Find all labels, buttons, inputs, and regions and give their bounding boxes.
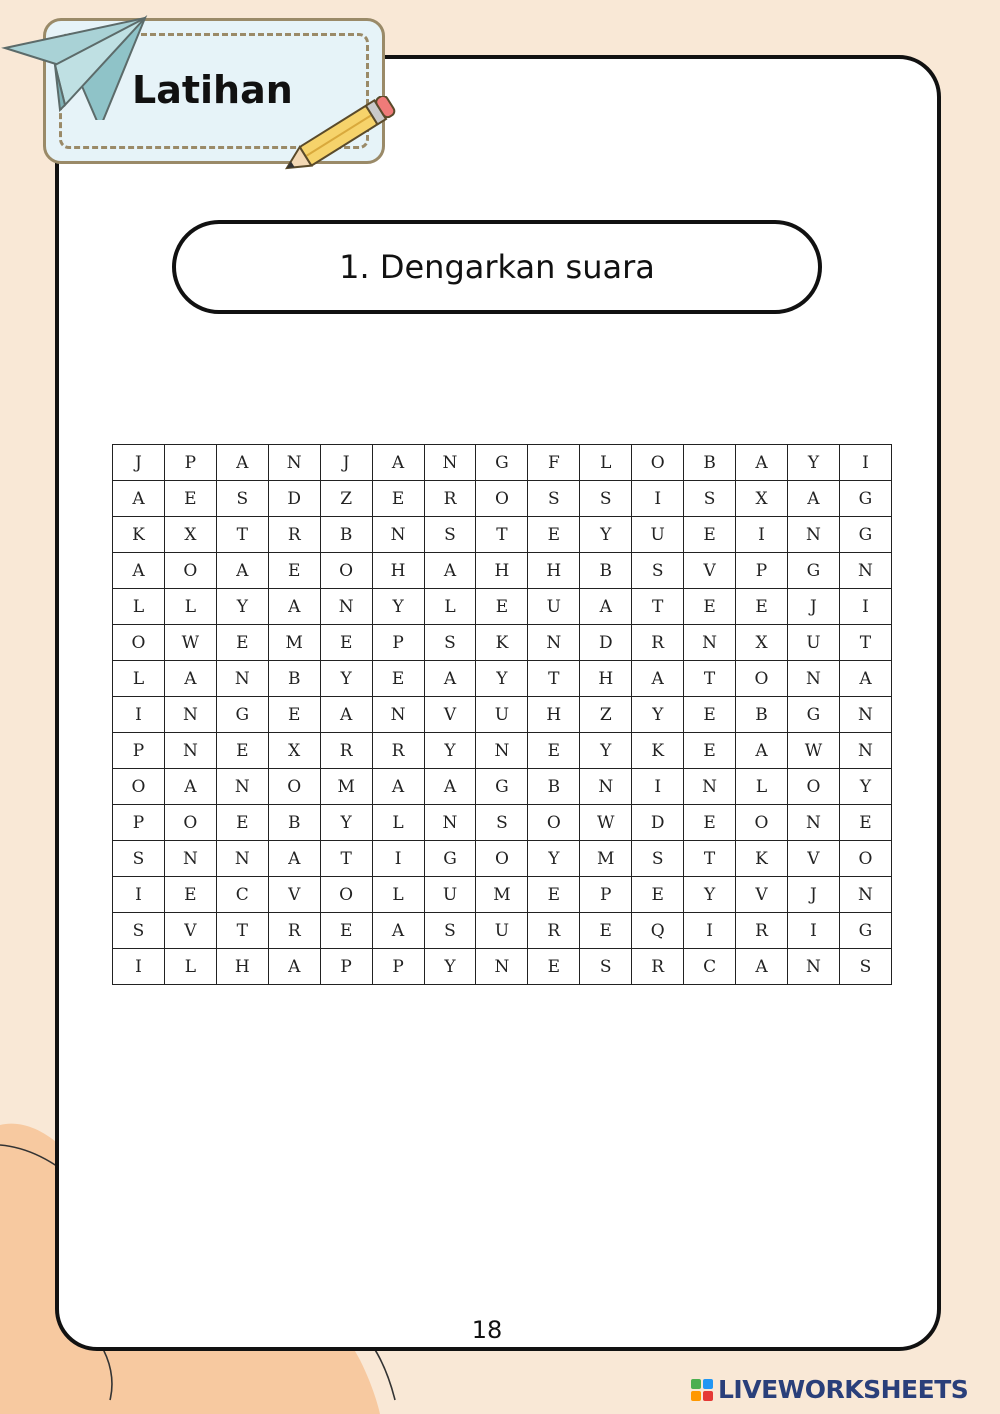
grid-cell[interactable]: S (113, 913, 165, 949)
grid-cell[interactable]: L (580, 445, 632, 481)
grid-cell[interactable]: A (424, 769, 476, 805)
grid-cell[interactable]: J (787, 589, 839, 625)
grid-cell[interactable]: G (839, 517, 891, 553)
grid-row (113, 913, 892, 949)
grid-cell[interactable]: N (580, 769, 632, 805)
grid-cell[interactable]: S (580, 481, 632, 517)
grid-cell[interactable]: N (476, 949, 528, 985)
grid-cell[interactable]: Y (787, 445, 839, 481)
grid-cell[interactable]: S (632, 553, 684, 589)
grid-cell[interactable]: Y (528, 841, 580, 877)
grid-cell[interactable]: K (736, 841, 788, 877)
grid-cell[interactable]: E (216, 805, 268, 841)
grid-cell[interactable]: A (372, 769, 424, 805)
grid-cell[interactable]: S (113, 841, 165, 877)
grid-cell[interactable]: Y (580, 517, 632, 553)
grid-cell[interactable]: C (216, 877, 268, 913)
grid-cell[interactable]: N (839, 877, 891, 913)
grid-cell[interactable]: Y (320, 661, 372, 697)
grid-cell[interactable]: A (839, 661, 891, 697)
grid-row (113, 553, 892, 589)
grid-cell[interactable]: T (528, 661, 580, 697)
grid-cell[interactable]: G (476, 445, 528, 481)
grid-cell[interactable]: A (632, 661, 684, 697)
grid-cell[interactable]: P (580, 877, 632, 913)
grid-cell[interactable]: G (476, 769, 528, 805)
grid-row (113, 877, 892, 913)
grid-row (113, 841, 892, 877)
grid-cell[interactable]: P (113, 805, 165, 841)
grid-cell[interactable]: A (216, 553, 268, 589)
grid-cell[interactable]: L (372, 805, 424, 841)
grid-cell[interactable]: E (164, 877, 216, 913)
grid-cell[interactable]: N (372, 697, 424, 733)
grid-cell[interactable]: A (320, 697, 372, 733)
grid-cell[interactable]: E (320, 913, 372, 949)
grid-cell[interactable]: Y (424, 949, 476, 985)
grid-cell[interactable]: E (684, 589, 736, 625)
grid-cell[interactable]: D (268, 481, 320, 517)
grid-cell[interactable]: E (684, 517, 736, 553)
grid-cell[interactable]: M (476, 877, 528, 913)
grid-cell[interactable]: Q (632, 913, 684, 949)
grid-cell[interactable]: T (839, 625, 891, 661)
grid-cell[interactable]: T (216, 913, 268, 949)
grid-cell[interactable]: S (424, 913, 476, 949)
grid-cell[interactable]: S (580, 949, 632, 985)
grid-cell[interactable]: P (372, 949, 424, 985)
grid-cell[interactable]: X (736, 625, 788, 661)
section-heading: 1. Dengarkan suara (172, 220, 822, 314)
grid-cell[interactable]: T (632, 589, 684, 625)
grid-cell[interactable]: A (736, 445, 788, 481)
grid-cell[interactable]: I (787, 913, 839, 949)
grid-cell[interactable]: V (164, 913, 216, 949)
grid-cell[interactable]: R (424, 481, 476, 517)
grid-cell[interactable]: O (632, 445, 684, 481)
grid-cell[interactable]: X (736, 481, 788, 517)
grid-cell[interactable]: J (787, 877, 839, 913)
grid-cell[interactable]: S (476, 805, 528, 841)
grid-cell[interactable]: U (632, 517, 684, 553)
grid-cell[interactable]: P (736, 553, 788, 589)
grid-cell[interactable]: T (216, 517, 268, 553)
grid-cell[interactable]: B (320, 517, 372, 553)
grid-cell[interactable]: U (424, 877, 476, 913)
grid-cell[interactable]: O (164, 553, 216, 589)
grid-cell[interactable]: N (216, 661, 268, 697)
grid-cell[interactable]: S (424, 625, 476, 661)
grid-cell[interactable]: T (320, 841, 372, 877)
grid-cell[interactable]: E (268, 553, 320, 589)
grid-cell[interactable]: H (528, 697, 580, 733)
grid-cell[interactable]: E (528, 877, 580, 913)
grid-cell[interactable]: Y (580, 733, 632, 769)
grid-cell[interactable]: P (320, 949, 372, 985)
grid-row (113, 481, 892, 517)
grid-cell[interactable]: D (632, 805, 684, 841)
grid-cell[interactable]: G (787, 697, 839, 733)
grid-cell[interactable]: N (424, 805, 476, 841)
grid-row (113, 697, 892, 733)
grid-cell[interactable]: G (424, 841, 476, 877)
grid-cell[interactable]: A (164, 769, 216, 805)
grid-cell[interactable]: N (476, 733, 528, 769)
grid-cell[interactable]: I (839, 445, 891, 481)
grid-cell[interactable]: S (684, 481, 736, 517)
grid-cell[interactable]: O (320, 877, 372, 913)
grid-cell[interactable]: Z (320, 481, 372, 517)
grid-cell[interactable]: V (684, 553, 736, 589)
grid-cell[interactable]: O (736, 805, 788, 841)
grid-cell[interactable]: T (684, 661, 736, 697)
grid-cell[interactable]: O (528, 805, 580, 841)
grid-cell[interactable]: B (580, 553, 632, 589)
tag-title: Latihan (132, 68, 293, 112)
grid-cell[interactable]: L (113, 661, 165, 697)
grid-cell[interactable]: L (424, 589, 476, 625)
grid-cell[interactable]: Y (684, 877, 736, 913)
grid-cell[interactable]: Y (839, 769, 891, 805)
grid-cell[interactable]: O (268, 769, 320, 805)
grid-cell[interactable]: E (372, 481, 424, 517)
grid-cell[interactable]: M (320, 769, 372, 805)
grid-cell[interactable]: I (684, 913, 736, 949)
grid-cell[interactable]: O (839, 841, 891, 877)
grid-cell[interactable]: W (787, 733, 839, 769)
grid-cell[interactable]: A (164, 661, 216, 697)
grid-row (113, 733, 892, 769)
grid-cell[interactable]: R (632, 625, 684, 661)
grid-cell[interactable]: A (736, 949, 788, 985)
grid-cell[interactable]: B (268, 805, 320, 841)
grid-cell[interactable]: N (164, 841, 216, 877)
grid-cell[interactable]: H (216, 949, 268, 985)
grid-cell[interactable]: S (839, 949, 891, 985)
grid-cell[interactable]: E (736, 589, 788, 625)
grid-cell[interactable]: B (268, 661, 320, 697)
grid-cell[interactable]: P (164, 445, 216, 481)
grid-cell[interactable]: A (268, 841, 320, 877)
grid-cell[interactable]: I (113, 697, 165, 733)
grid-cell[interactable]: F (528, 445, 580, 481)
grid-cell[interactable]: E (839, 805, 891, 841)
grid-cell[interactable]: N (216, 769, 268, 805)
brand-text: LIVEWORKSHEETS (718, 1375, 969, 1404)
grid-cell[interactable]: D (580, 625, 632, 661)
grid-cell[interactable]: L (164, 589, 216, 625)
grid-cell[interactable]: R (372, 733, 424, 769)
grid-cell[interactable]: V (787, 841, 839, 877)
grid-cell[interactable]: N (787, 661, 839, 697)
grid-cell[interactable]: A (113, 481, 165, 517)
grid-cell[interactable]: E (684, 733, 736, 769)
grid-cell[interactable]: Y (632, 697, 684, 733)
grid-cell[interactable]: W (580, 805, 632, 841)
grid-cell[interactable]: V (736, 877, 788, 913)
grid-cell[interactable]: E (216, 625, 268, 661)
grid-cell[interactable]: A (216, 445, 268, 481)
grid-cell[interactable]: E (528, 517, 580, 553)
grid-cell[interactable]: H (528, 553, 580, 589)
grid-cell[interactable]: K (632, 733, 684, 769)
grid-cell[interactable]: I (632, 481, 684, 517)
grid-cell[interactable]: I (736, 517, 788, 553)
grid-cell[interactable]: L (113, 589, 165, 625)
grid-cell[interactable]: H (476, 553, 528, 589)
grid-cell[interactable]: B (684, 445, 736, 481)
grid-cell[interactable]: A (424, 553, 476, 589)
grid-cell[interactable]: E (216, 733, 268, 769)
grid-cell[interactable]: L (164, 949, 216, 985)
grid-cell[interactable]: I (372, 841, 424, 877)
grid-cell[interactable]: N (424, 445, 476, 481)
grid-cell[interactable]: A (113, 553, 165, 589)
grid-cell[interactable]: A (372, 913, 424, 949)
grid-cell[interactable]: W (164, 625, 216, 661)
grid-cell[interactable]: J (113, 445, 165, 481)
grid-cell[interactable]: U (476, 913, 528, 949)
grid-cell[interactable]: E (372, 661, 424, 697)
grid-row (113, 949, 892, 985)
grid-cell[interactable]: I (839, 589, 891, 625)
grid-cell[interactable]: G (787, 553, 839, 589)
grid-cell[interactable]: R (268, 913, 320, 949)
grid-cell[interactable]: N (164, 697, 216, 733)
grid-cell[interactable]: U (476, 697, 528, 733)
grid-cell[interactable]: K (113, 517, 165, 553)
grid-cell[interactable]: A (580, 589, 632, 625)
grid-cell[interactable]: B (528, 769, 580, 805)
grid-cell[interactable]: I (113, 877, 165, 913)
grid-cell[interactable]: L (372, 877, 424, 913)
grid-cell[interactable]: G (216, 697, 268, 733)
grid-cell[interactable]: N (839, 733, 891, 769)
grid-cell[interactable]: O (113, 769, 165, 805)
grid-cell[interactable]: N (164, 733, 216, 769)
grid-cell[interactable]: E (320, 625, 372, 661)
grid-cell[interactable]: E (528, 949, 580, 985)
grid-cell[interactable]: E (164, 481, 216, 517)
grid-cell[interactable]: R (736, 913, 788, 949)
grid-cell[interactable]: N (268, 445, 320, 481)
grid-cell[interactable]: O (476, 841, 528, 877)
grid-cell[interactable]: E (268, 697, 320, 733)
grid-cell[interactable]: C (684, 949, 736, 985)
pencil-icon (270, 96, 410, 176)
grid-cell[interactable]: G (839, 481, 891, 517)
grid-cell[interactable]: N (528, 625, 580, 661)
grid-cell[interactable]: Y (372, 589, 424, 625)
grid-cell[interactable]: O (476, 481, 528, 517)
grid-row (113, 589, 892, 625)
grid-cell[interactable]: X (268, 733, 320, 769)
grid-cell[interactable]: N (320, 589, 372, 625)
grid-cell[interactable]: O (736, 661, 788, 697)
grid-cell[interactable]: N (839, 553, 891, 589)
grid-cell[interactable]: V (424, 697, 476, 733)
grid-row (113, 445, 892, 481)
grid-row (113, 517, 892, 553)
grid-cell[interactable]: E (632, 877, 684, 913)
grid-cell[interactable]: E (580, 913, 632, 949)
grid-cell[interactable]: M (268, 625, 320, 661)
grid-cell[interactable]: E (528, 733, 580, 769)
grid-cell[interactable]: E (684, 805, 736, 841)
grid-cell[interactable]: B (736, 697, 788, 733)
grid-cell[interactable]: Y (424, 733, 476, 769)
grid-cell[interactable]: G (839, 913, 891, 949)
grid-cell[interactable]: O (113, 625, 165, 661)
grid-cell[interactable]: N (216, 841, 268, 877)
grid-cell[interactable]: P (113, 733, 165, 769)
grid-row (113, 805, 892, 841)
grid-cell[interactable]: H (580, 661, 632, 697)
grid-cell[interactable]: V (268, 877, 320, 913)
grid-cell[interactable]: N (839, 697, 891, 733)
grid-cell[interactable]: S (216, 481, 268, 517)
grid-cell[interactable]: E (476, 589, 528, 625)
grid-cell[interactable]: L (736, 769, 788, 805)
grid-cell[interactable]: M (580, 841, 632, 877)
grid-row (113, 625, 892, 661)
grid-cell[interactable]: O (787, 769, 839, 805)
grid-cell[interactable]: N (787, 805, 839, 841)
grid-cell[interactable]: R (632, 949, 684, 985)
grid-cell[interactable]: A (268, 949, 320, 985)
grid-cell[interactable]: Y (216, 589, 268, 625)
grid-cell[interactable]: E (684, 697, 736, 733)
grid-cell[interactable]: Z (580, 697, 632, 733)
grid-cell[interactable]: R (528, 913, 580, 949)
grid-cell[interactable]: T (476, 517, 528, 553)
liveworksheets-logo-icon (690, 1378, 714, 1402)
grid-cell[interactable]: A (268, 589, 320, 625)
grid-cell[interactable]: X (164, 517, 216, 553)
grid-cell[interactable]: P (372, 625, 424, 661)
grid-cell[interactable]: N (372, 517, 424, 553)
grid-cell[interactable]: K (476, 625, 528, 661)
grid-cell[interactable]: S (632, 841, 684, 877)
grid-cell[interactable]: A (424, 661, 476, 697)
grid-cell[interactable]: I (632, 769, 684, 805)
grid-cell[interactable]: Y (476, 661, 528, 697)
grid-cell[interactable]: N (684, 769, 736, 805)
grid-cell[interactable]: T (684, 841, 736, 877)
grid-cell[interactable]: I (113, 949, 165, 985)
grid-cell[interactable]: R (268, 517, 320, 553)
grid-cell[interactable]: N (684, 625, 736, 661)
grid-cell[interactable]: N (787, 949, 839, 985)
grid-cell[interactable]: A (736, 733, 788, 769)
grid-cell[interactable]: A (787, 481, 839, 517)
grid-row (113, 661, 892, 697)
grid-cell[interactable]: S (528, 481, 580, 517)
grid-cell[interactable]: N (787, 517, 839, 553)
grid-cell[interactable]: U (787, 625, 839, 661)
grid-cell[interactable]: O (320, 553, 372, 589)
grid-cell[interactable]: Y (320, 805, 372, 841)
grid-cell[interactable]: J (320, 445, 372, 481)
page-number: 18 (471, 1316, 503, 1344)
grid-cell[interactable]: R (320, 733, 372, 769)
grid-cell[interactable]: A (372, 445, 424, 481)
grid-cell[interactable]: O (164, 805, 216, 841)
liveworksheets-watermark (690, 1372, 990, 1408)
grid-row (113, 769, 892, 805)
word-search-grid (112, 444, 892, 985)
grid-cell[interactable]: H (372, 553, 424, 589)
grid-cell[interactable]: S (424, 517, 476, 553)
grid-cell[interactable]: U (528, 589, 580, 625)
